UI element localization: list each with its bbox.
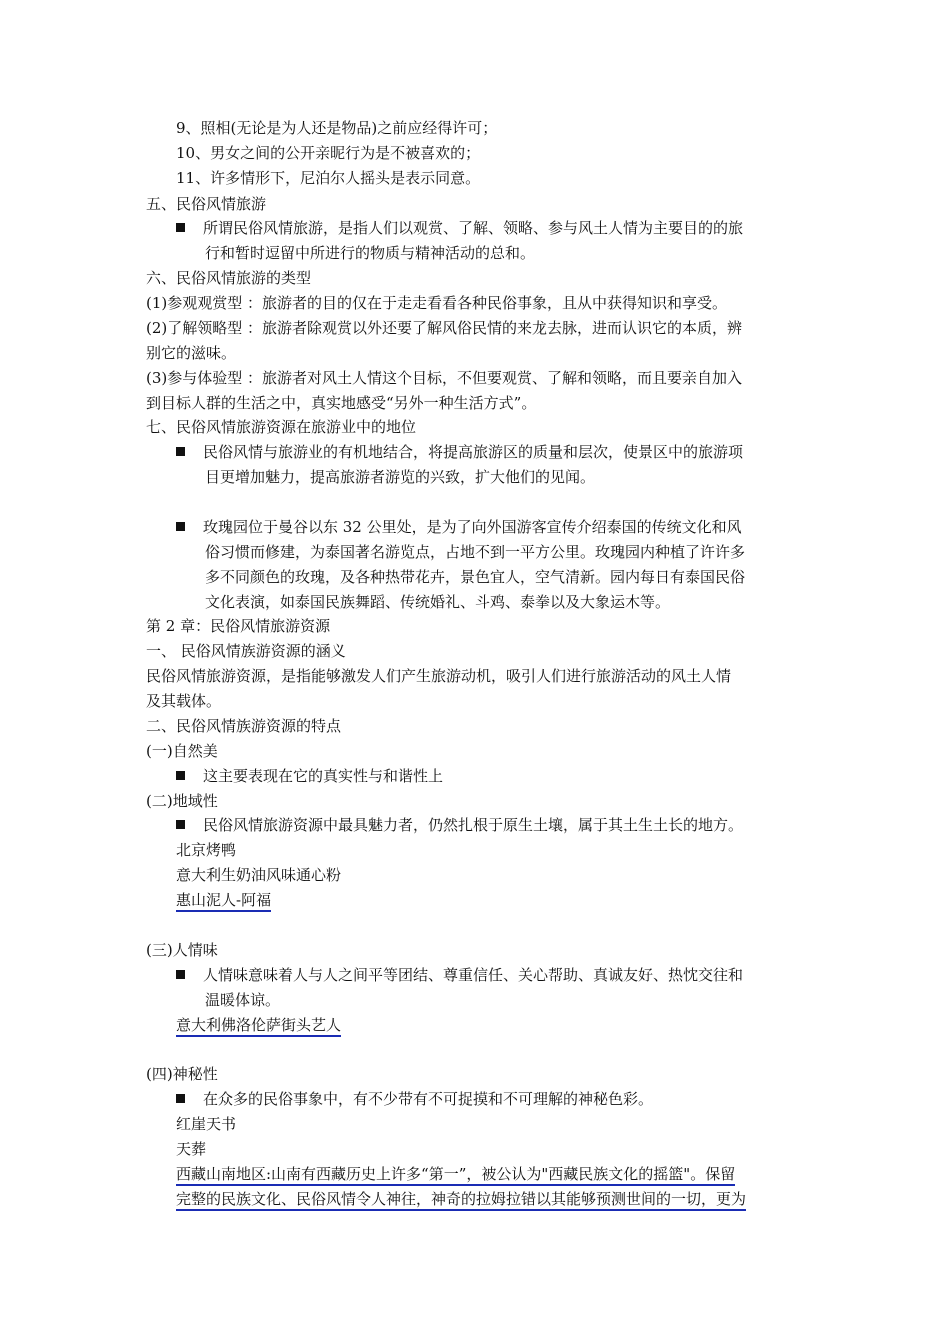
bullet-item	[176, 1089, 653, 1109]
example-link[interactable]	[176, 1015, 341, 1035]
example-item: 意大利生奶油风味通心粉	[176, 866, 342, 884]
bullet-item	[176, 517, 742, 537]
bullet-item	[176, 218, 743, 238]
section-heading-7: 七、民俗风情旅游资源在旅游业中的地位	[146, 418, 417, 436]
bullet-text: 民俗风情旅游资源中最具魅力者，仍然扎根于原生土壤，属于其土生土长的地方。	[203, 816, 744, 834]
section-heading-1: 一、 民俗风情族游资源的涵义	[146, 642, 346, 660]
bullet-text: 民俗风情与旅游业的有机地结合，将提高旅游区的质量和层次，使景区中的旅游项	[203, 443, 744, 461]
chapter-heading: 第 2 章：民俗风情旅游资源	[146, 617, 331, 635]
bullet-text: 在众多的民俗事象中，有不少带有不可捉摸和不可理解的神秘色彩。	[203, 1090, 654, 1108]
link-text[interactable]: 西藏山南地区:山南有西藏历史上许多“第一”，被公认为"西藏民族文化的摇篮"。保留	[176, 1165, 735, 1186]
example-item: 红崖天书	[176, 1115, 237, 1133]
section-heading-2: 二、民俗风情族游资源的特点	[146, 717, 342, 735]
bullet-text-continued: 温暖体谅。	[205, 991, 281, 1009]
bullet-text-continued: 目更增加魅力，提高旅游者游览的兴致，扩大他们的见闻。	[205, 468, 596, 486]
type-2-continued: 别它的滋味。	[146, 344, 237, 362]
list-item-9: 9、照相(无论是为人还是物品)之前应经得许可；	[176, 119, 498, 137]
type-2-paragraph: (2)了解领略型 ：旅游者除观赏以外还要了解风俗民情的来龙去脉，进而认识它的本质，辨	[146, 319, 743, 337]
definition-continued: 及其载体。	[146, 692, 222, 710]
type-1-paragraph: (1)参观观赏型 ：旅游者的目的仅在于走走看看各种民俗事象，且从中获得知识和享受。	[146, 294, 728, 312]
square-bullet-icon	[176, 447, 185, 456]
bullet-text: 人情味意味着人与人之间平等团结、尊重信任、关心帮助、真诚友好、热忱交往和	[203, 966, 744, 984]
section-heading-5: 五、民俗风情旅游	[146, 195, 267, 213]
bullet-text: 玫瑰园位于曼谷以东 32 公里处，是为了向外国游客宣传介绍泰国的传统文化和风	[203, 518, 742, 536]
list-item-10: 10、男女之间的公开亲昵行为是不被喜欢的；	[176, 144, 481, 162]
bullet-text-continued: 俗习惯而修建，为泰国著名游览点，占地不到一平方公里。玫瑰园内种植了许许多	[205, 543, 746, 561]
example-link[interactable]	[176, 1164, 735, 1184]
bullet-text-continued: 行和暂时逗留中所进行的物质与精神活动的总和。	[205, 244, 536, 262]
bullet-text-continued: 多不同颜色的玫瑰，及各种热带花卉，景色宜人，空气清新。园内每日有泰国民俗	[205, 568, 746, 586]
section-heading-6: 六、民俗风情旅游的类型	[146, 269, 312, 287]
bullet-text: 所谓民俗风情旅游，是指人们以观赏、了解、领略、参与风土人情为主要目的的旅	[203, 219, 744, 237]
square-bullet-icon	[176, 223, 185, 232]
link-text[interactable]: 完整的民族文化、民俗风情令人神往，神奇的拉姆拉错以其能够预测世间的一切，更为	[176, 1190, 746, 1211]
list-item-11: 11、许多情形下，尼泊尔人摇头是表示同意。	[176, 169, 481, 187]
definition-paragraph: 民俗风情旅游资源，是指能够激发人们产生旅游动机，吸引人们进行旅游活动的风土人情	[146, 667, 732, 685]
subheading-regional: (二)地域性	[146, 792, 218, 810]
square-bullet-icon	[176, 1094, 185, 1103]
example-item: 天葬	[176, 1140, 207, 1158]
bullet-item	[176, 442, 743, 462]
type-3-paragraph: (3)参与体验型 ：旅游者对风土人情这个目标，不但要观赏、了解和领略，而且要亲自加入	[146, 369, 743, 387]
example-link[interactable]	[176, 1189, 746, 1209]
bullet-item	[176, 965, 743, 985]
square-bullet-icon	[176, 771, 185, 780]
subheading-human-touch: (三)人情味	[146, 941, 218, 959]
type-3-continued: 到目标人群的生活之中，真实地感受“另外一种生活方式”。	[146, 394, 537, 412]
square-bullet-icon	[176, 970, 185, 979]
bullet-item	[176, 815, 743, 835]
example-item: 北京烤鸭	[176, 841, 237, 859]
link-text[interactable]: 意大利佛洛伦萨街头艺人	[176, 1016, 341, 1037]
example-link[interactable]	[176, 890, 271, 910]
subheading-natural-beauty: (一)自然美	[146, 742, 218, 760]
subheading-mystery: (四)神秘性	[146, 1065, 218, 1083]
bullet-text-continued: 文化表演，如泰国民族舞蹈、传统婚礼、斗鸡、泰拳以及大象运木等。	[205, 593, 671, 611]
link-text[interactable]: 惠山泥人-阿福	[176, 891, 271, 912]
square-bullet-icon	[176, 820, 185, 829]
bullet-item	[176, 766, 443, 786]
square-bullet-icon	[176, 522, 185, 531]
bullet-text: 这主要表现在它的真实性与和谐性上	[203, 767, 444, 785]
